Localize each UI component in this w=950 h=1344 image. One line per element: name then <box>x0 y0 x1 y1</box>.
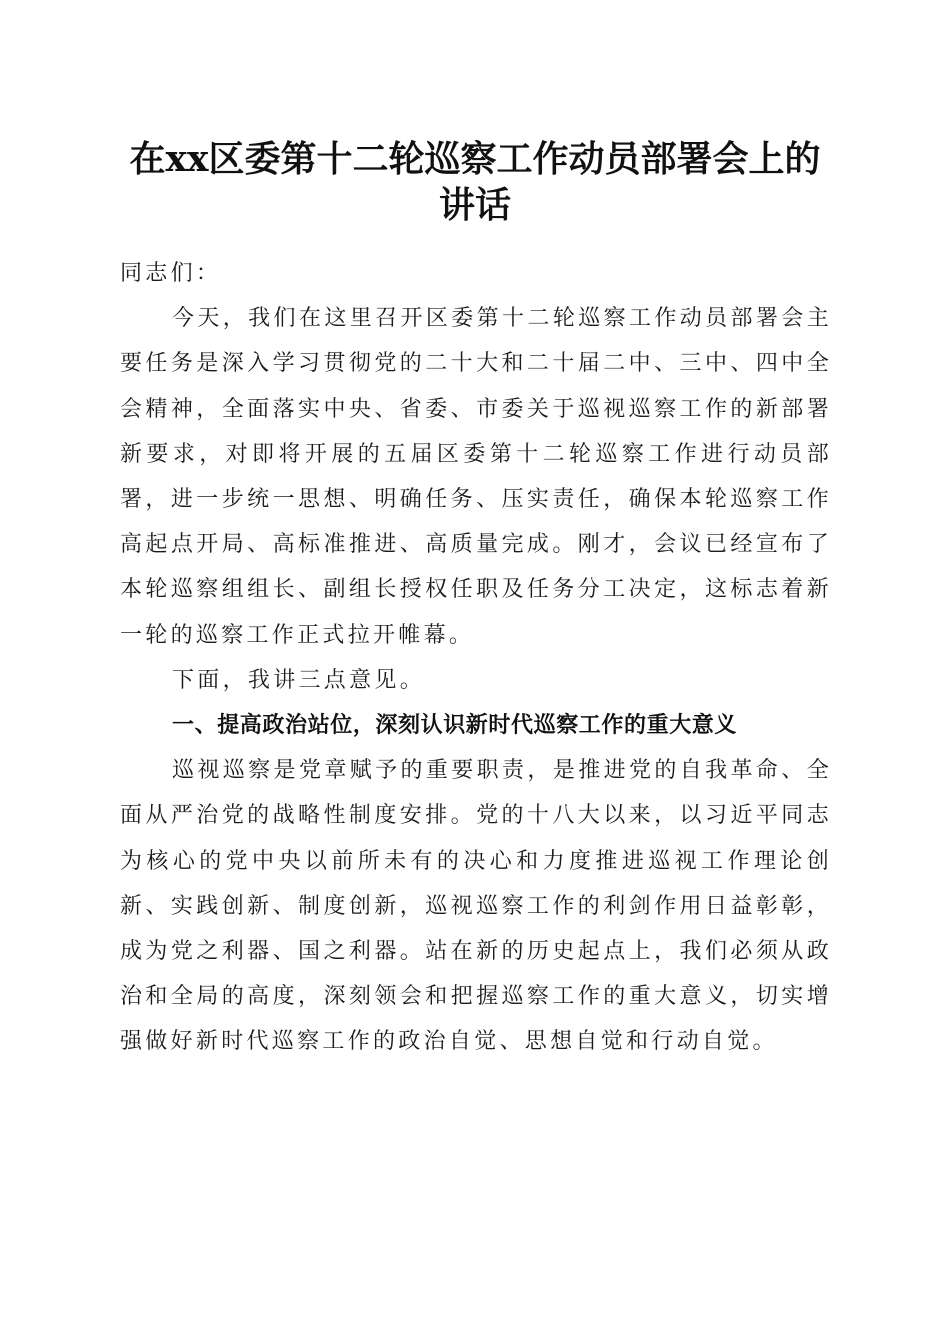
section-heading-1: 一、提高政治站位，深刻认识新时代巡察工作的重大意义 <box>172 713 738 739</box>
title-line-1: 在xx区委第十二轮巡察工作动员部署会上的 <box>129 138 821 180</box>
paragraph-section-1: 巡视巡察是党章赋予的重要职责，是推进党的自我革命、全面从严治党的战略性制度安排。党的十八大以来，以习近平同志为核心的党中央以前所未有的决心和力度推进巡视工作理论创新、实践创新、制度创新，巡视巡察工作的利剑作用日益彰彰，成为党之利器、国之利器。站在新的历史起点上，我们必须从政治和全局的高度，深刻领会和把握巡察工作的重大意义，切实增强做好新时代巡察工作的政治自觉、思想自觉和行动自觉。 <box>120 758 832 1055</box>
salutation: 同志们： <box>120 261 222 286</box>
paragraph-transition: 下面，我讲三点意见。 <box>172 667 426 693</box>
document-title <box>100 136 850 228</box>
document-body <box>120 251 832 1065</box>
title-line-2: 讲话 <box>438 184 511 226</box>
paragraph-opening: 今天，我们在这里召开区委第十二轮巡察工作动员部署会主要任务是深入学习贯彻党的二十大和二十届二中、三中、四中全会精神，全面落实中央、省委、市委关于巡视巡察工作的新部署新要求，对即将开展的五届区委第十二轮巡察工作进行动员部署，进一步统一思想、明确任务、压实责任，确保本轮巡察工作高起点开局、高标准推进、高质量完成。刚才，会议已经宣布了本轮巡察组组长、副组长授权任职及任务分工决定，这标志着新一轮的巡察工作正式拉开帷幕。 <box>120 306 832 648</box>
